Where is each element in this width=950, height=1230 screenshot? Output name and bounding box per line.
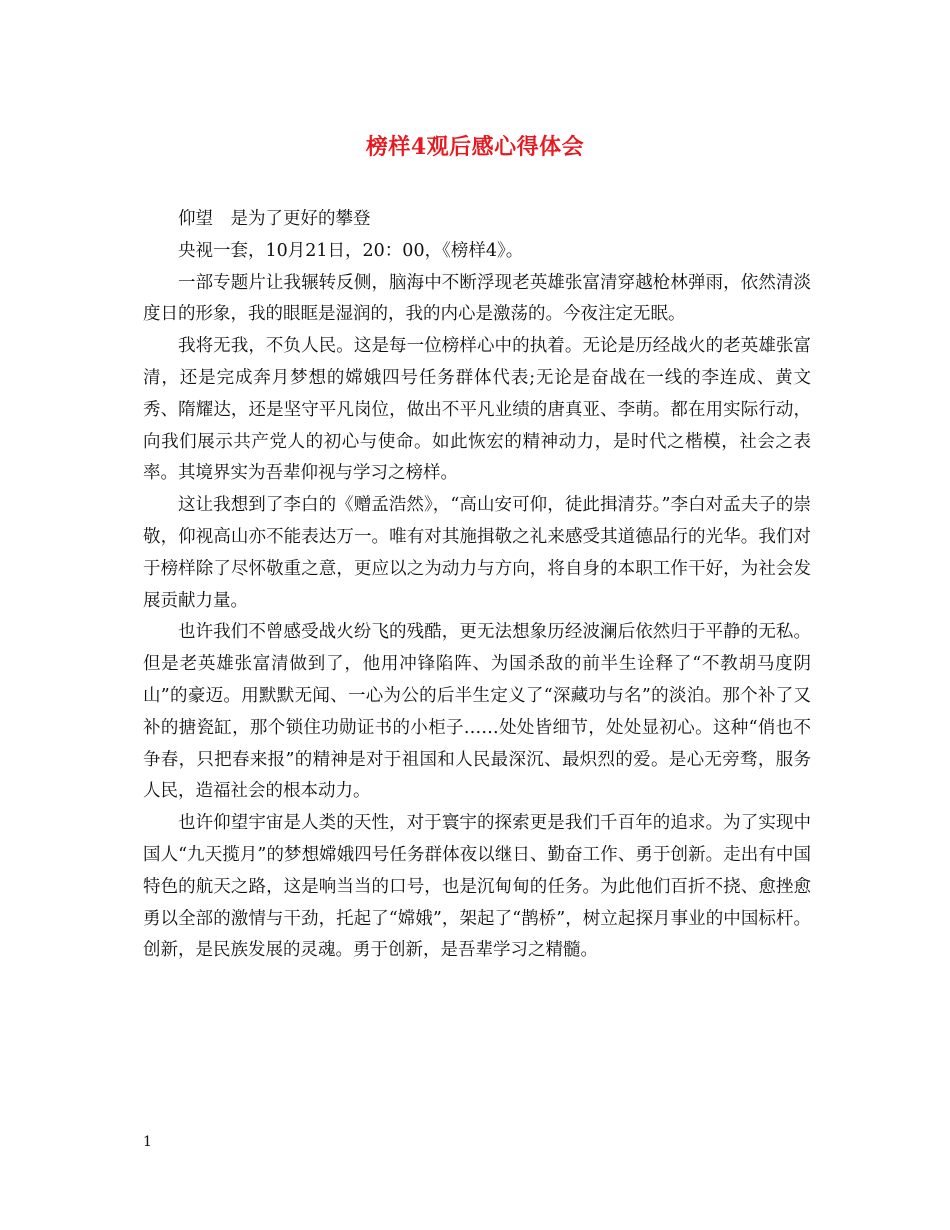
document-title: 榜样4观后感心得体会	[365, 134, 585, 160]
paragraph-subtitle: 仰望 是为了更好的攀登	[178, 209, 371, 229]
page-number: 1	[143, 1134, 152, 1150]
paragraph-broadcast-info: 央视一套，10月21日，20：00，《榜样4》。	[178, 240, 524, 261]
paragraph: 也许仰望宇宙是人类的天性，对于寰宇的探索更是我们千百年的追求。为了实现中国人“九天揽月”的梦想嫦娥四号任务群体夜以继日、勤奋工作、勇于创新。走出有中国特色的航天之路，这是响当当的口号，也是沉甸甸的任务。为此他们百折不挠、愈挫愈勇以全部的激情与干劲，托起了“嫦娥”，架起了“鹊桥”，树立起探月事业的中国标杆。创新，是民族发展的灵魂。勇于创新，是吾辈学习之精髓。	[143, 813, 811, 961]
paragraph: 我将无我，不负人民。这是每一位榜样心中的执着。无论是历经战火的老英雄张富清，还是完成奔月梦想的嫦娥四号任务群体代表;无论是奋战在一线的李连成、黄文秀、隋耀达，还是坚守平凡岗位，做出不平凡业绩的唐真亚、李萌。都在用实际行动，向我们展示共产党人的初心与使命。如此恢宏的精神动力，是时代之楷模，社会之表率。其境界实为吾辈仰视与学习之榜样。	[143, 336, 811, 484]
paragraph: 这让我想到了李白的《赠孟浩然》，“高山安可仰，徒此揖清芬。”李白对孟夫子的崇敬，仰视高山亦不能表达万一。唯有对其施揖敬之礼来感受其道德品行的光华。我们对于榜样除了尽怀敬重之意，更应以之为动力与方向，将自身的本职工作干好，为社会发展贡献力量。	[143, 495, 811, 611]
paragraph: 一部专题片让我辗转反侧，脑海中不断浮现老英雄张富清穿越枪林弹雨，依然清淡度日的形象，我的眼眶是湿润的，我的内心是激荡的。今夜注定无眠。	[143, 272, 811, 325]
document-body	[143, 204, 811, 967]
paragraph: 也许我们不曾感受战火纷飞的残酷，更无法想象历经波澜后依然归于平静的无私。但是老英雄张富清做到了，他用冲锋陷阵、为国杀敌的前半生诠释了“不教胡马度阴山”的豪迈。用默默无闻、一心为公的后半生定义了“深藏功与名”的淡泊。那个补了又补的搪瓷缸，那个锁住功勋证书的小柜子……处处皆细节，处处显初心。这种“俏也不争春，只把春来报”的精神是对于祖国和人民最深沉、最炽烈的爱。是心无旁骛，服务人民，造福社会的根本动力。	[143, 622, 811, 802]
